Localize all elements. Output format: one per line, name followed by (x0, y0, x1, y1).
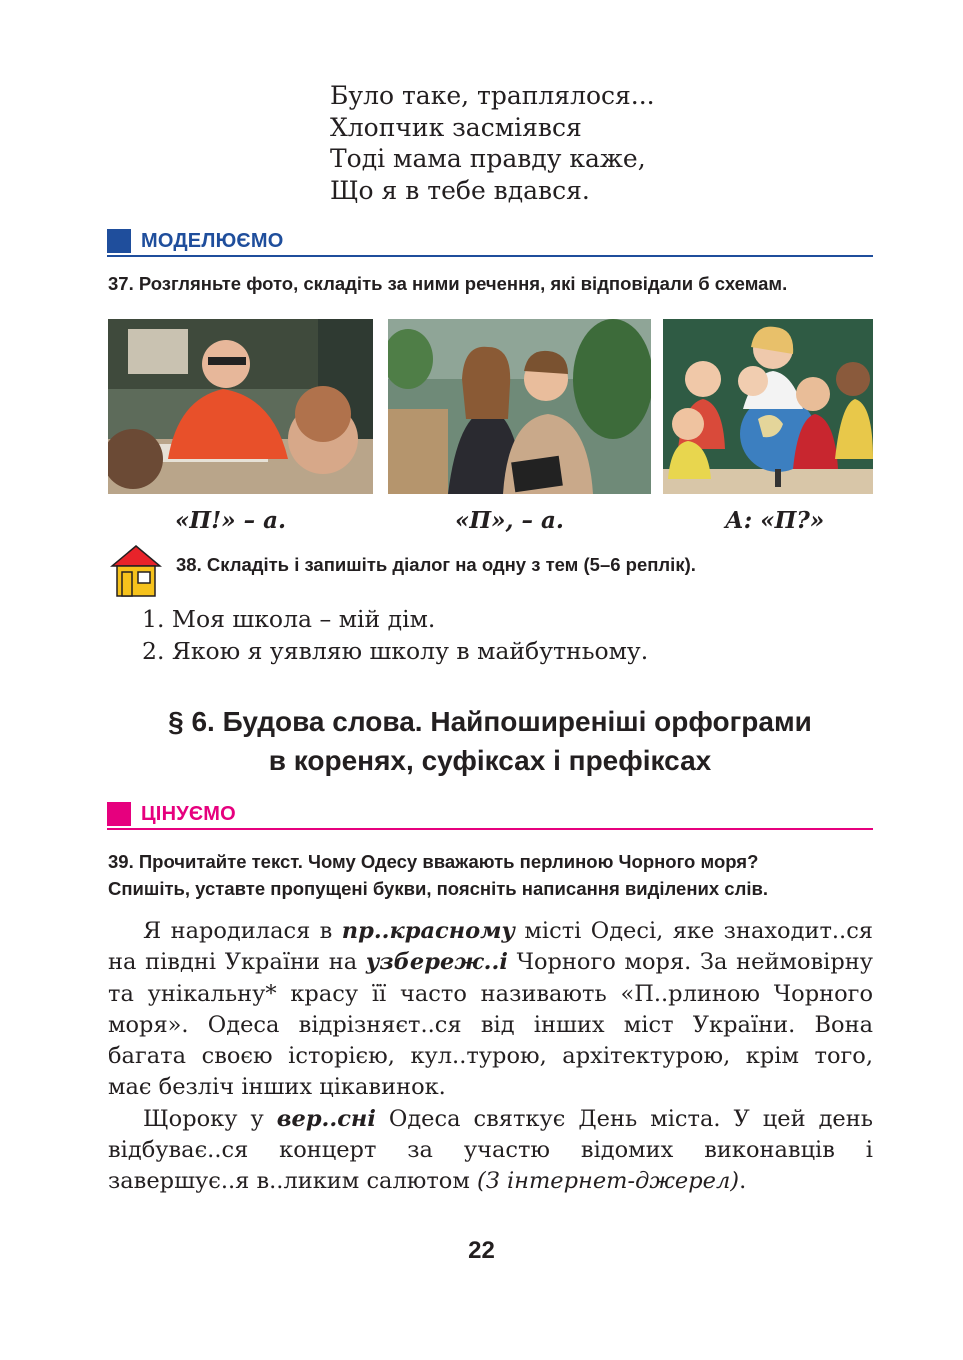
home-icon (110, 544, 162, 598)
text-run: Щороку у (143, 1105, 277, 1132)
list-item: 2. Якою я уявляю школу в майбутньому. (142, 637, 649, 665)
paragraph-heading (107, 702, 873, 780)
text-run: Одеса святкує День міста. У цей день відбуває..ся концерт за участю відомих виконавців і завершує..я в..ликим салютом (108, 1105, 873, 1195)
text-run: Я народилася в (143, 918, 342, 944)
heading-line: § 6. Будова слова. Найпоширеніші орфограми (168, 706, 812, 737)
section-divider (107, 828, 873, 830)
task-38: 38. Складіть і запишіть діалог на одну з тем (5–6 реплік). (176, 554, 696, 575)
children-globe-photo (663, 319, 873, 494)
poem-line: Тоді мама правду каже, (330, 144, 646, 173)
section-divider (107, 255, 873, 257)
highlighted-word: пр..красному (341, 918, 516, 944)
section-model-header (107, 227, 873, 257)
topics-list (142, 603, 648, 667)
photo-caption: «П!» – а. (175, 507, 287, 534)
photo-caption: «П», – а. (455, 507, 564, 534)
list-item: 1. Моя школа – мій дім. (142, 605, 436, 633)
task-39 (108, 848, 888, 902)
task-39-line: 39. Прочитайте текст. Чому Одесу вважають перлиною Чорного моря? (108, 851, 759, 872)
section-value-label: ЦІНУЄМО (141, 803, 236, 825)
poem-line: Було таке, траплялося... (330, 81, 655, 110)
highlighted-word: узбереж..і (365, 949, 508, 976)
text-paragraph (108, 916, 873, 1104)
section-square-icon (107, 802, 131, 826)
heading-line: в коренях, суфіксах і префіксах (268, 745, 712, 776)
poem (330, 80, 655, 206)
text-run: Чорного моря. За неймовірну та унікальну* красу її часто називають «П..рлиною Чорного моря». Одеса відрізняєт..ся від інших міст України. Вона багата своєю історією, кул..турою, архітектурою, крім того, має безліч інших цікавинок. (108, 949, 873, 1101)
page-number: 22 (468, 1237, 495, 1264)
task-39-line: Спишіть, уставте пропущені букви, поясніть написання виділених слів. (108, 878, 769, 899)
text-paragraph (108, 1104, 873, 1198)
poem-line: Хлопчик засміявся (330, 112, 582, 142)
exercise-text (108, 916, 873, 1198)
section-model-label: МОДЕЛЮЄМО (141, 230, 284, 252)
highlighted-word: вер..сні (276, 1105, 376, 1132)
task-37: 37. Розгляньте фото, складіть за ними речення, які відповідали б схемам. (108, 273, 788, 294)
teacher-photo (108, 319, 373, 494)
text-run: місті Одесі, яке знаходит..ся на півдні України на (108, 918, 873, 976)
photo-caption: А: «П?» (725, 507, 825, 534)
students-tablet-photo (388, 319, 651, 494)
section-value-header (107, 800, 873, 830)
poem-line: Що я в тебе вдався. (330, 175, 590, 205)
section-square-icon (107, 229, 131, 253)
text-run: . (739, 1168, 747, 1195)
source-note: (З інтернет-джерел) (477, 1168, 740, 1195)
